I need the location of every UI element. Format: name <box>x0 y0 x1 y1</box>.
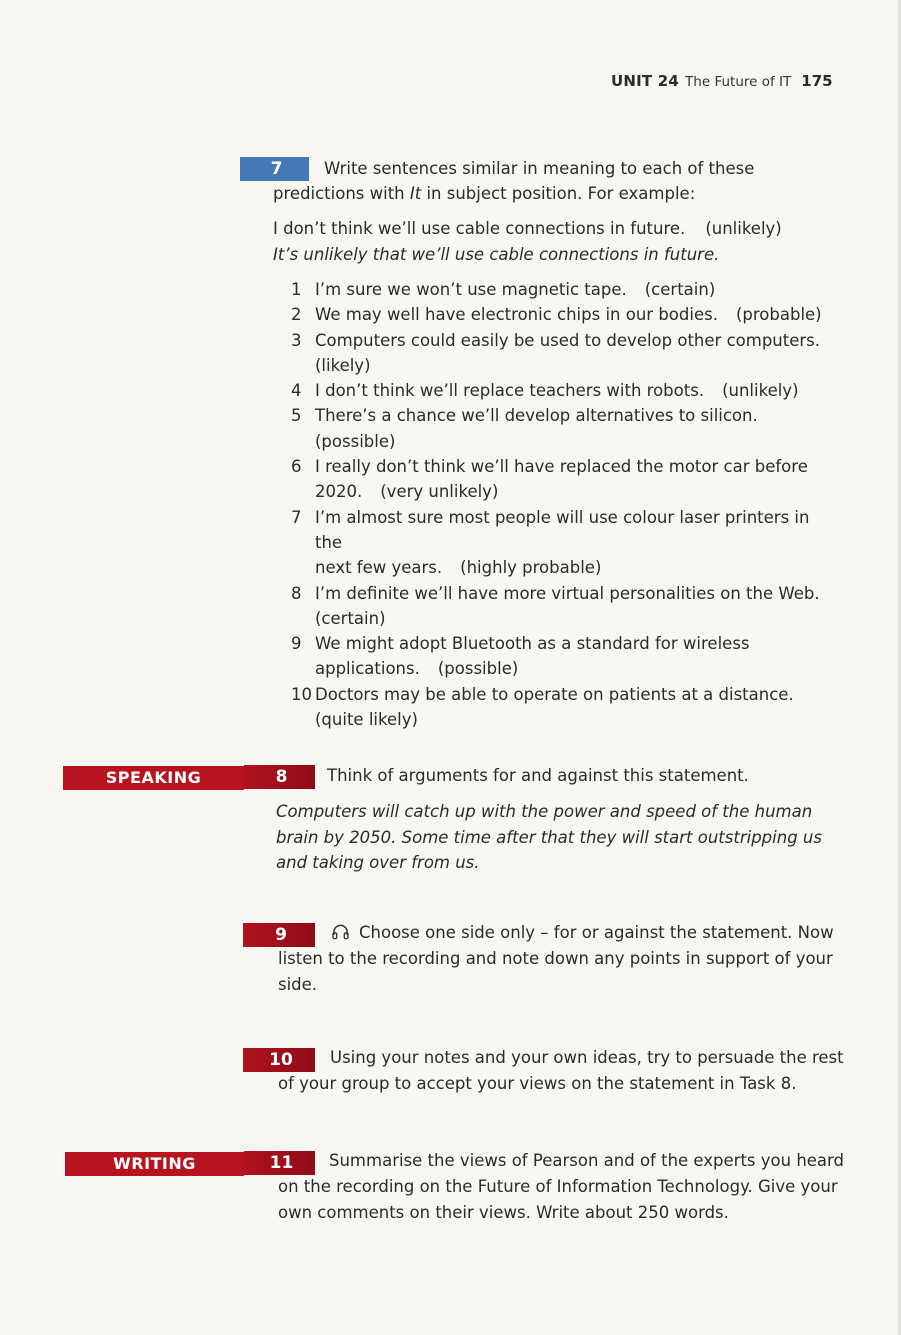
list-item: 10 Doctors may be able to operate on patients at a distance. (quite likely) <box>291 684 794 730</box>
task-7-number: 7 <box>240 157 309 181</box>
list-item: 6 I really don’t think we’ll have replaced the motor car before 2020. (very unlikely) <box>291 457 808 502</box>
list-item: 4 I don’t think we’ll replace teachers with robots. (unlikely) <box>291 381 799 401</box>
task-9-number: 9 <box>243 923 315 947</box>
task-7-intro-line1: Write sentences similar in meaning to each of these <box>324 159 755 178</box>
task-11-line3: own comments on their views. Write about 250 words. <box>278 1203 729 1222</box>
unit-topic: The Future of IT <box>685 74 792 90</box>
task-11-line2: on the recording on the Future of Information Technology. Give your <box>278 1177 838 1196</box>
task-9-line3: side. <box>278 975 318 994</box>
task-11-line1: Summarise the views of Pearson and of the experts you heard <box>329 1151 845 1170</box>
list-item: 5 There’s a chance we’ll develop alternatives to silicon. (possible) <box>291 406 758 451</box>
writing-section-label: WRITING <box>65 1152 244 1176</box>
list-item: 7 I’m almost sure most people will use colour laser printers in the next few years. (highly probable) <box>291 507 810 578</box>
speaking-section-label: SPEAKING <box>63 766 244 790</box>
task-7-intro-line2: predictions with It in subject position. For example: <box>273 184 696 203</box>
task-10-number: 10 <box>243 1048 315 1072</box>
task-8-statement: Computers will catch up with the power and speed of the human brain by 2050. Some time after that they will start outstripping us and taking over from us. <box>276 802 822 872</box>
task-8-instruction: Think of arguments for and against this statement. <box>327 766 749 785</box>
running-header <box>611 72 833 90</box>
list-item: 3 Computers could easily be used to develop other computers. (likely) <box>291 330 820 375</box>
task-7-example: I don’t think we’ll use cable connections in future. (unlikely) <box>273 219 782 238</box>
task-7-example-answer: It’s unlikely that we’ll use cable connections in future. <box>273 245 720 264</box>
task-9-line2: listen to the recording and note down any points in support of your <box>278 949 833 968</box>
task-8-number: 8 <box>244 765 315 789</box>
unit-label: UNIT 24 <box>611 72 680 90</box>
page-number: 175 <box>801 72 833 90</box>
task-9-line1: Choose one side only – for or against the statement. Now <box>328 920 834 946</box>
task-10-line1: Using your notes and your own ideas, try to persuade the rest <box>330 1048 844 1067</box>
list-item: 9 We might adopt Bluetooth as a standard for wireless applications. (possible) <box>291 634 750 679</box>
task-11-number: 11 <box>244 1151 315 1175</box>
list-item: 8 I’m definite we’ll have more virtual personalities on the Web. (certain) <box>291 583 820 628</box>
headphones-icon <box>332 924 349 940</box>
task-10-line2: of your group to accept your views on the statement in Task 8. <box>278 1074 797 1093</box>
task-7-list <box>275 277 835 732</box>
list-item: 2 We may well have electronic chips in our bodies. (probable) <box>291 305 822 325</box>
list-item: 1 I’m sure we won’t use magnetic tape. (certain) <box>291 280 716 299</box>
